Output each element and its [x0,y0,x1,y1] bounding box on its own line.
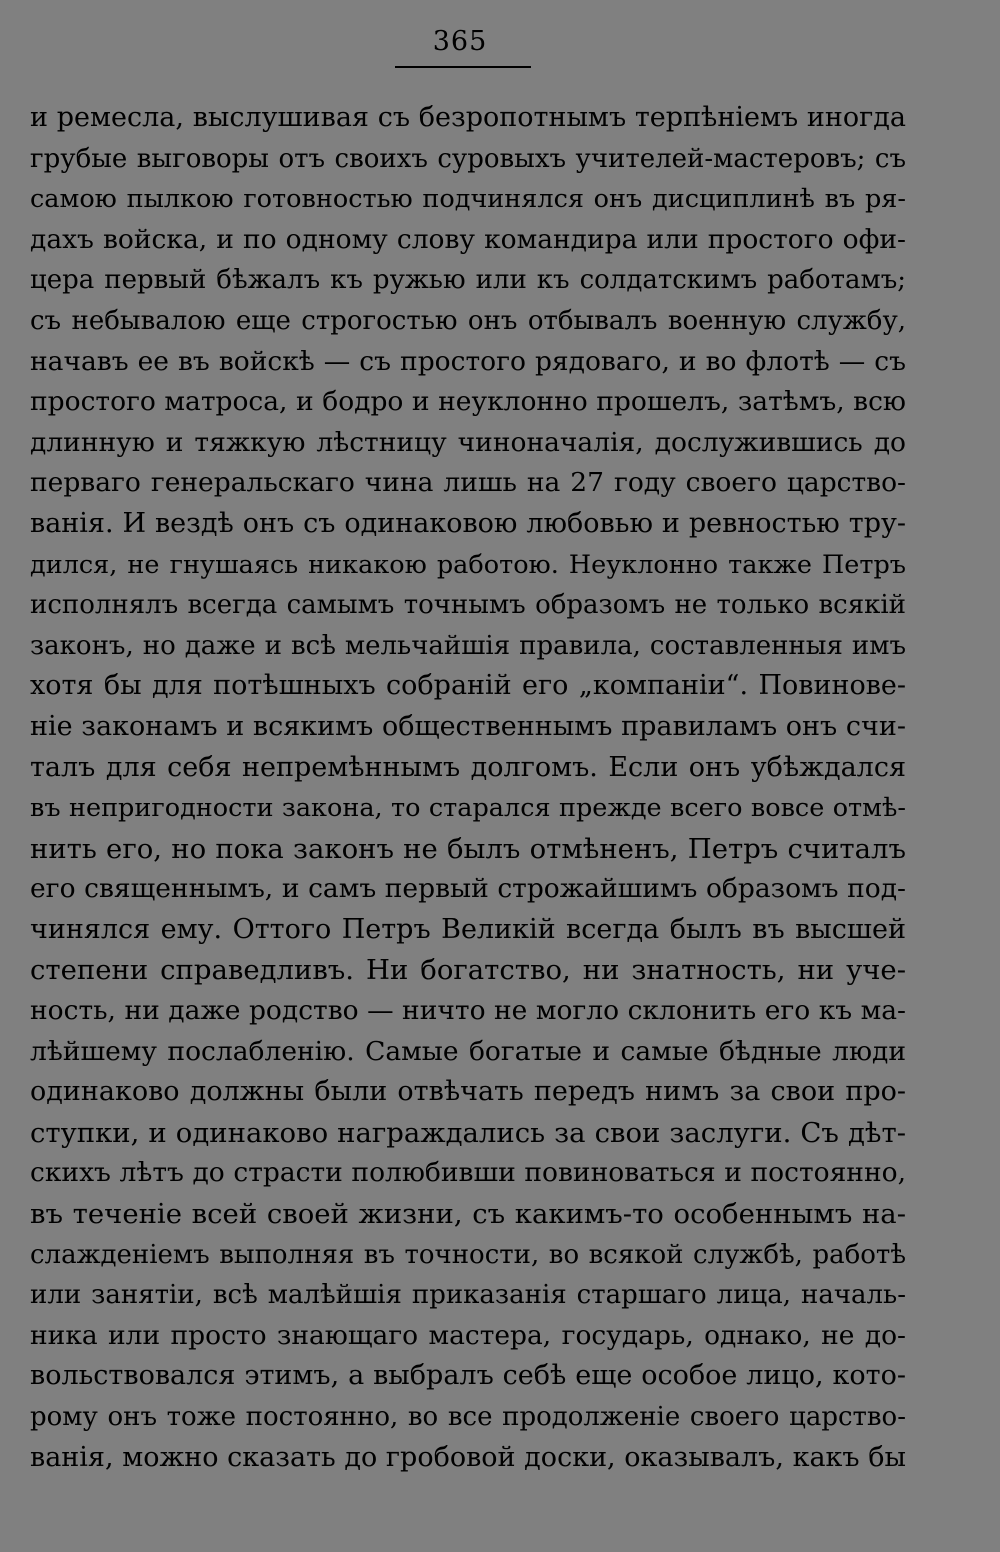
text-line: одинаково должны были отвѣчать передъ нимъ за свои про- [30,1076,906,1108]
text-line: чинялся ему. Оттого Петръ Великій всегда былъ въ высшей [30,913,906,945]
text-line: хотя бы для потѣшныхъ собраній его „компаніи“. Повинове- [30,670,906,702]
text-line: вольствовался этимъ, а выбралъ себѣ еще особое лицо, кото- [30,1360,906,1392]
text-line: самою пылкою готовностью подчинялся онъ дисциплинѣ въ ря- [30,184,906,215]
text-line: начавъ ее въ войскѣ — съ простого рядоваго, и во флотѣ — съ [30,345,906,377]
text-line: рому онъ тоже постоянно, во все продолженіе своего царство- [30,1402,906,1432]
text-line: ника или просто знающаго мастера, государь, однако, не до- [30,1319,906,1351]
text-line: ванія. И вездѣ онъ съ одинаковою любовью и ревностью тру- [30,507,906,539]
text-line: дахъ войска, и по одному слову командира или простого офи- [30,223,906,255]
text-line: цера первый бѣжалъ къ ружью или къ солдатскимъ работамъ; [30,265,906,296]
text-line: исполнялъ всегда самымъ точнымъ образомъ не только всякій [30,590,906,621]
text-line: или занятіи, всѣ малѣйшія приказанія старшаго лица, началь- [30,1280,906,1311]
text-line: лѣйшему послабленію. Самые богатые и самые бѣдные люди [30,1035,906,1067]
text-line: нить его, но пока законъ не былъ отмѣненъ, Петръ считалъ [30,832,906,865]
text-line: перваго генеральскаго чина лишь на 27 году своего царство- [30,467,906,499]
text-line: простого матроса, и бодро и неуклонно прошелъ, затѣмъ, всю [30,386,906,418]
text-line: грубые выговоры отъ своихъ суровыхъ учителей-мастеровъ; съ [30,143,906,174]
text-line: степени справедливъ. Ни богатство, ни знатность, ни уче- [30,954,906,987]
body-text [30,98,906,1478]
text-line: съ небывалою еще строгостью онъ отбывалъ военную службу, [30,305,906,336]
text-line: въ теченіе всей своей жизни, съ какимъ-то особеннымъ на- [30,1198,906,1231]
text-line: въ непригодности закона, то старался прежде всего вовсе отмѣ- [30,793,906,824]
page-number: 365 [432,26,488,57]
text-line: талъ для себя непремѣннымъ долгомъ. Если онъ убѣждался [30,751,906,783]
text-line: его священнымъ, и самъ первый строжайшимъ образомъ под- [30,873,906,905]
text-line: законъ, но даже и всѣ мельчайшія правила, составленныя имъ [30,630,906,661]
text-line: ность, ни даже родство — ничто не могло склонить его къ ма- [30,995,906,1027]
page-number-rule [395,66,531,68]
text-line: длинную и тяжкую лѣстницу чиноначалія, дослужившись до [30,426,906,458]
text-line: ванія, можно сказать до гробовой доски, оказывалъ, какъ бы [30,1441,906,1473]
text-line: скихъ лѣтъ до страсти полюбивши повиноваться и постоянно, [30,1157,906,1189]
text-line: и ремесла, выслушивая съ безропотнымъ терпѣніемъ иногда [30,102,906,133]
text-line: ніе законамъ и всякимъ общественнымъ правиламъ онъ счи- [30,710,906,742]
text-line: слажденіемъ выполняя въ точности, во всякой службѣ, работѣ [30,1239,906,1270]
text-line: ступки, и одинаково награждались за свои заслуги. Съ дѣт- [30,1116,906,1149]
text-line: дился, не гнушаясь никакою работою. Неуклонно также Петръ [30,549,906,580]
